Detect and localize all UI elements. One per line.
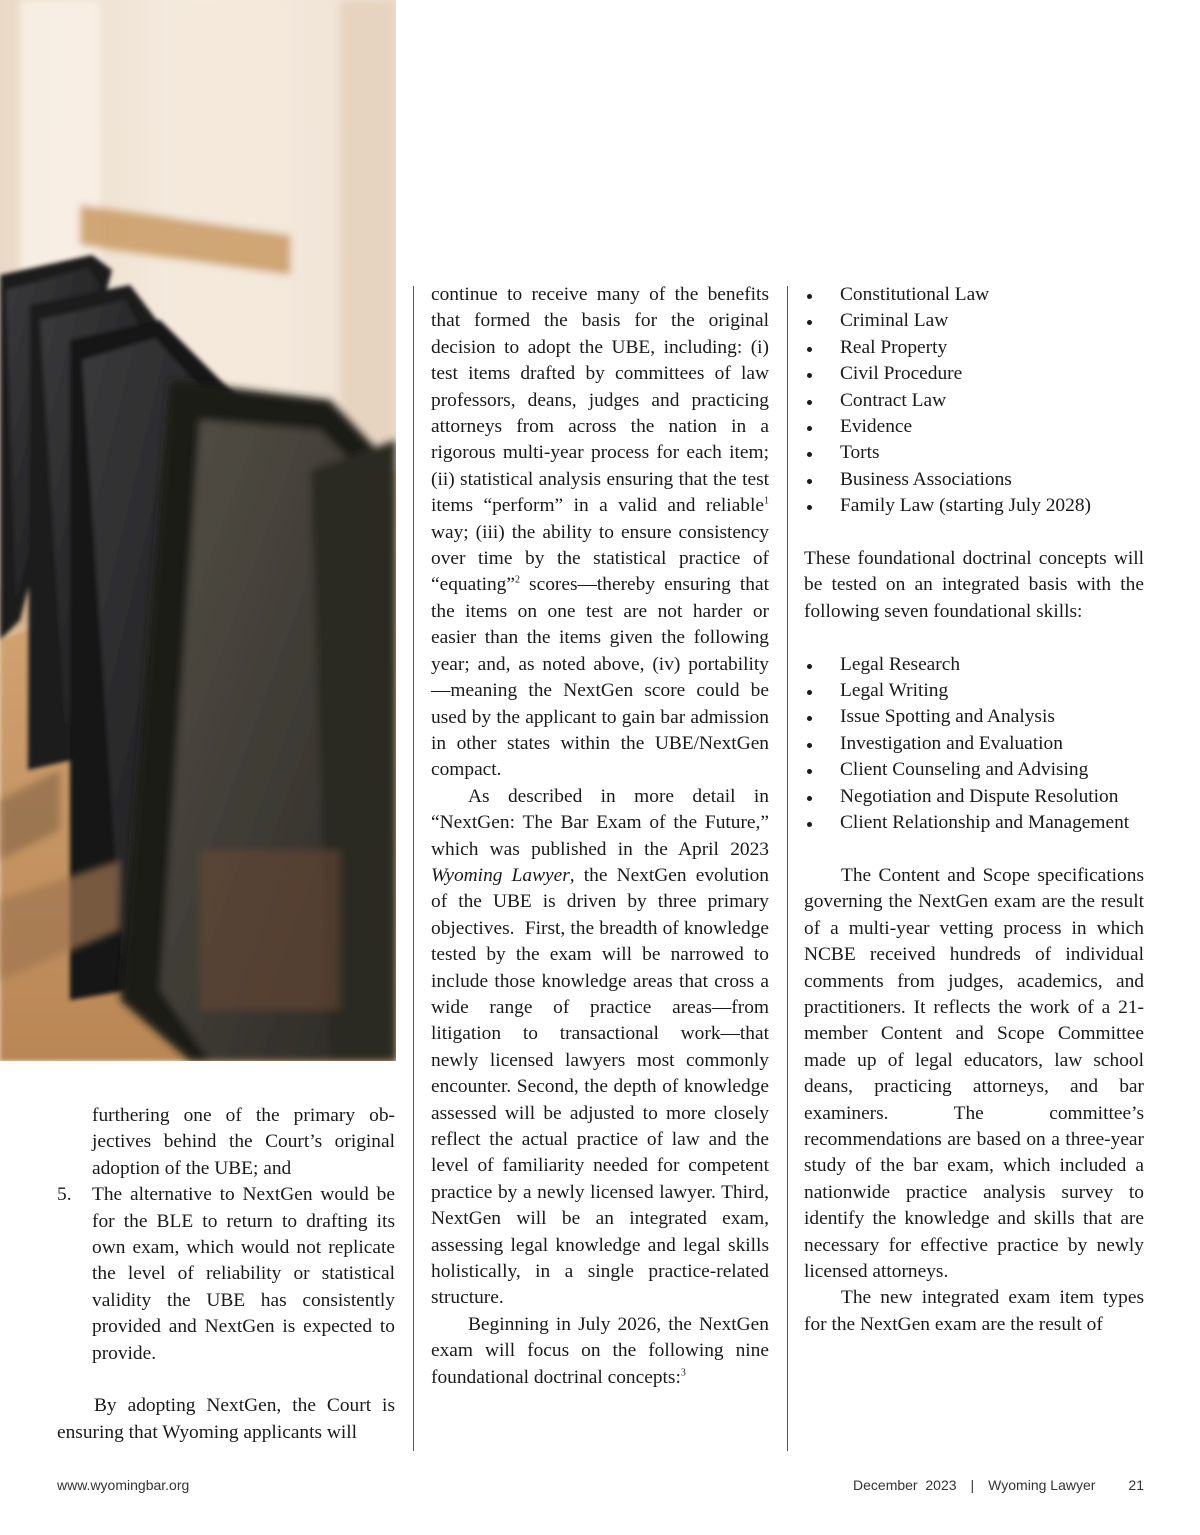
- publication-name: Wyoming Lawyer: [988, 1477, 1096, 1493]
- doctrinal-concepts-list: [804, 282, 1144, 520]
- paragraph: [431, 282, 769, 784]
- page-number: 21: [1128, 1477, 1144, 1493]
- list-item: Constitutional Law: [804, 282, 1144, 308]
- text-run: As described in more detail in “NextGen: The Bar Exam of the Future,” which was published in the April 2023: [431, 785, 769, 860]
- footer-separator: |: [970, 1477, 975, 1493]
- paragraph: [431, 784, 769, 1312]
- paragraph: The Content and Scope specifications governing the NextGen exam are the result of a multi-year vetting process in which NCBE received hundreds of individual comments from judges, academics, and practitioners. It reflects the work of a 21-member Content and Scope Committee made up of legal educators, law school deans, practicing attorneys, and bar examiners. The committee’s recommendations are based on a three-year study of the bar exam, which included a nationwide practice analysis survey to identify the knowledge and skills that are necessary for effective practice by newly licensed attorneys.: [804, 864, 1144, 1282]
- list-item: [57, 1182, 395, 1367]
- footnote-ref: 2: [514, 575, 520, 586]
- text-run: , the NextGen evolution of the UBE is driven by three primary objectives. First, the breadth of knowledge tested by the exam will be narrowed to include those knowledge areas that cross a wide range of practice areas—from litigation to transactional work—that newly licensed lawyers most commonly encounter. Second, the depth of knowledge assessed will be adjusted to more closely reflect the actual practice of law and the level of familiarity needed for competent practice by a newly licensed lawyer. Third, NextGen will be an integrated exam, assessing legal knowledge and legal skills holistically, in a single practice-related structure.: [431, 864, 769, 1309]
- footer-issue-info: [853, 1477, 1144, 1493]
- text-run: scores—thereby ensuring that the items on one test are not harder or easier than the items given the following year; and, as noted above, (iv) portability—meaning the NextGen score could be used by the applicant to gain bar admission in other states within the UBE/NextGen compact.: [431, 574, 769, 781]
- footer-website: www.wyomingbar.org: [57, 1477, 190, 1493]
- column-divider: [413, 286, 414, 1451]
- list-item: Torts: [804, 440, 1144, 466]
- monitors-illustration: [0, 0, 396, 1061]
- list-item: Civil Procedure: [804, 361, 1144, 387]
- list-item: Client Counseling and Advising: [804, 757, 1144, 783]
- computer-lab-photo: [0, 0, 396, 1061]
- list-item: Evidence: [804, 414, 1144, 440]
- publication-title: Wyoming Lawyer: [431, 864, 570, 886]
- text-run: way; (iii) the ability to ensure consistency over time by the statistical practice of “equating”: [431, 521, 769, 596]
- column-middle: [431, 282, 769, 1391]
- list-item: Family Law (starting July 2028): [804, 493, 1144, 519]
- list-item: Investigation and Evaluation: [804, 731, 1144, 757]
- column-right: [804, 282, 1144, 1338]
- skills-list: [804, 652, 1144, 837]
- list-item: Negotiation and Dispute Resolution: [804, 784, 1144, 810]
- list-item: Client Relationship and Management: [804, 810, 1144, 836]
- list-item: Issue Spotting and Analysis: [804, 704, 1144, 730]
- list-item: Legal Writing: [804, 678, 1144, 704]
- footnote-ref: 1: [764, 495, 769, 507]
- list-item: Criminal Law: [804, 308, 1144, 334]
- list-item: Business Associations: [804, 467, 1144, 493]
- list-item-4-continued: furthering one of the primary objectives behind the Court’s original adoption of the UBE; and: [92, 1105, 395, 1179]
- paragraph: By adopting NextGen, the Court is ensuring that Wyoming applicants will: [57, 1395, 395, 1443]
- text-run: continue to receive many of the benefits that formed the basis for the original decision to adopt the UBE, including: (i) test items drafted by committees of law professors, deans, judges and practicing attorneys from across the nation in a rigorous multi-year process for each item; (ii) statistical analysis ensuring that the test items “perform” in a valid and reliable: [431, 284, 769, 517]
- issue-date: December 2023: [853, 1477, 957, 1493]
- paragraph: The new integrated exam item types for the NextGen exam are the result of: [804, 1287, 1144, 1335]
- list-item-text: The alternative to NextGen would be for the BLE to return to drafting its own exam, which would not replicate the level of reliability or statistical validity the UBE has consistently provided and NextGen is expected to provide.: [92, 1184, 395, 1364]
- text-run: Beginning in July 2026, the NextGen exam will focus on the following nine foundational doctrinal concepts:: [431, 1313, 769, 1388]
- paragraph: These foundational doctrinal concepts will be tested on an integrated basis with the following seven foundational skills:: [804, 548, 1144, 622]
- column-left: [57, 1103, 395, 1446]
- list-number: 5.: [57, 1184, 72, 1206]
- list-item: Contract Law: [804, 388, 1144, 414]
- footnote-ref: 3: [680, 1367, 686, 1379]
- list-item: Legal Research: [804, 652, 1144, 678]
- numbered-list: [57, 1182, 395, 1367]
- paragraph: [431, 1312, 769, 1391]
- list-item: Real Property: [804, 335, 1144, 361]
- column-divider: [787, 286, 788, 1451]
